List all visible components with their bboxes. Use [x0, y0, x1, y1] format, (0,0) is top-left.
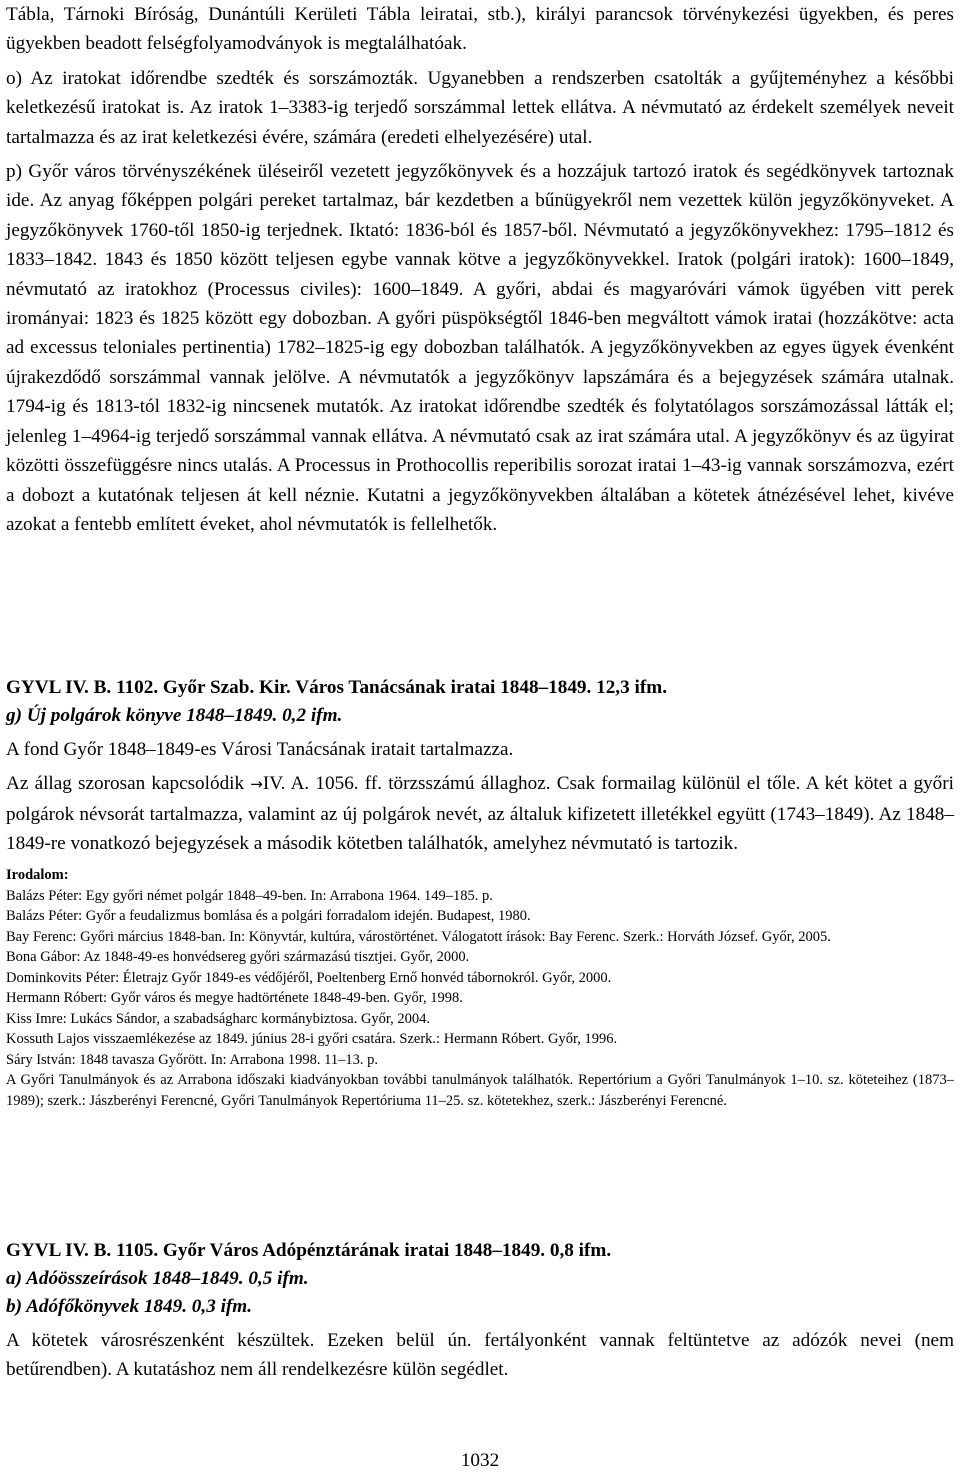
literature-item: Bay Ferenc: Győri március 1848-ban. In: Könyvtár, kultúra, várostörténet. Válogatott írások: Bay Ferenc. Szerk.: Horváth József. Győr, 2005.	[6, 928, 831, 945]
description-text-after: IV. A. 1056. ff. törzsszámú állaghoz. Csak formailag különül el tőle. A két kötet a győri polgárok névsorát tartalmazza, valamint az új polgárok nevét, az általuk kifizetett illetékkel együtt (1743–1849). Az 1848–1849-re vonatkozó bejegyzések a második kötetben találhatók, amelyhez névmutató is tartozik.	[6, 773, 954, 855]
fond-description	[6, 769, 954, 858]
fond-section-1102	[6, 673, 954, 1111]
paragraph-o: o) Az iratokat időrendbe szedték és sorszámozták. Ugyanebben a rendszerben csatolták a gyűjteményhez a későbbi keletkezésű iratokat is. Az iratok 1–3383-ig terjedő sorszámmal lettek ellátva. A névmutató az érdekelt személyek neveit tartalmazza és az irat keletkezési évére, számára (eredeti elhelyezésére) utal.	[6, 67, 954, 148]
fond-subheading: g) Új polgárok könyve 1848–1849. 0,2 ifm.	[6, 705, 343, 726]
literature-item: Hermann Róbert: Győr város és megye hadtörténete 1848-49-ben. Győr, 1998.	[6, 990, 463, 1007]
fond-heading: GYVL IV. B. 1102. Győr Szab. Kir. Város Tanácsának iratai 1848–1849. 12,3 ifm.	[6, 677, 667, 698]
fond-description: A kötetek városrészenként készültek. Ezeken belül ún. fertályonként vannak feltüntetve az adózók nevei (nem betűrendben). A kutatáshoz nem áll rendelkezésre külön segédlet.	[6, 1330, 954, 1381]
literature-list	[6, 886, 954, 1112]
document-page	[6, 0, 954, 1381]
page-number: 1032	[460, 1450, 500, 1471]
description-text-before: Az állag szorosan kapcsolódik	[6, 773, 251, 795]
arrow-right-icon: →	[250, 775, 263, 794]
literature-item: Kiss Imre: Lukács Sándor, a szabadságharc kormánybiztosa. Győr, 2004.	[6, 1010, 431, 1027]
literature-item: A Győri Tanulmányok és az Arrabona időszaki kiadványokban további tanulmányok találhatók. Repertórium a Győri Tanulmányok 1–10. sz. köteteihez (1873–1989); szerk.: Jászberényi Ferencné, Győri Tanulmányok Repertóriuma 11–25. sz. kötetekhez, szerk.: Jászberényi Ferencné.	[6, 1072, 954, 1109]
paragraph-continued: Tábla, Tárnoki Bíróság, Dunántúli Kerületi Tábla leiratai, stb.), királyi parancsok törvénykezési ügyekben, és peres ügyekben beadott felségfolyamodványok is megtalálhatóak.	[6, 4, 954, 55]
fond-intro: A fond Győr 1848–1849-es Városi Tanácsának iratait tartalmazza.	[6, 739, 514, 760]
literature-item: Balázs Péter: Győr a feudalizmus bomlása és a polgári forradalom idején. Budapest, 1980.	[6, 908, 531, 925]
literature-item: Kossuth Lajos visszaemlékezése az 1849. június 28-i győri csatára. Szerk.: Hermann Róbert. Győr, 1996.	[6, 1031, 618, 1048]
fond-heading: GYVL IV. B. 1105. Győr Város Adópénztárának iratai 1848–1849. 0,8 ifm.	[6, 1240, 612, 1261]
continued-description	[6, 0, 954, 539]
paragraph-p: p) Győr város törvényszékének üléseiről vezetett jegyzőkönyvek és a hozzájuk tartozó iratok és segédkönyvek tartoznak ide. Az anyag főképpen polgári pereket tartalmaz, bár kezdetben a bűnügyekről nem vezettek külön jegyzőkönyveket. A jegyzőkönyvek 1760-től 1850-ig terjednek. Iktató: 1836-ból és 1857-ből. Névmutató a jegyzőkönyvekhez: 1795–1812 és 1833–1842. 1843 és 1850 között teljesen egybe vannak kötve a jegyzőkönyvekkel. Iratok (polgári iratok): 1600–1849, névmutató az iratokhoz (Processus civiles): 1600–1849. A győri, abdai és magyaróvári vámok ügyében vitt perek irományai: 1823 és 1825 között egy dobozban. A győri püspökségtől 1846-ben megváltott vámok iratai (hozzákötve: acta ad excessus teloniales pertinentia) 1782–1825-ig egy dobozban találhatók. A jegyzőkönyvekben az egyes ügyek évenként újrakezdődő sorszámmal vannak jelölve. A névmutatók a jegyzőkönyv lapszámára és a bejegyzések számára utalnak. 1794-ig és 1813-tól 1832-ig nincsenek mutatók. Az iratokat időrendbe szedték és folytatólagos sorszámozással látták el; jelenleg 1–4964-ig terjedő sorszámmal vannak ellátva. A névmutató csak az irat számára utal. A jegyzőkönyv és az ügyirat közötti összefüggésre nincs utalás. A Processus in Prothocollis reperibilis sorozat iratai 1–43-ig vannak sorszámozva, ezért a dobozt a kutatónak teljesen át kell néznie. Kutatni a jegyzőkönyvekben általában a kötetek átnézésével lehet, kivéve azokat a fentebb említett éveket, ahol névmutatók is fellelhetők.	[6, 161, 954, 535]
fond-section-1105	[6, 1236, 954, 1385]
literature-item: Sáry István: 1848 tavasza Győrött. In: Arrabona 1998. 11–13. p.	[6, 1051, 378, 1068]
literature-title: Irodalom:	[6, 866, 69, 883]
fond-subheading-b: b) Adófőkönyvek 1849. 0,3 ifm.	[6, 1296, 253, 1317]
literature-item: Dominkovits Péter: Életrajz Győr 1849-es védőjéről, Poeltenberg Ernő honvéd tábornokról. Győr, 2000.	[6, 969, 612, 986]
literature-item: Balázs Péter: Egy győri német polgár 1848–49-ben. In: Arrabona 1964. 149–185. p.	[6, 887, 493, 904]
literature-item: Bona Gábor: Az 1848-49-es honvédsereg győri származású tisztjei. Győr, 2000.	[6, 949, 470, 966]
fond-subheading-a: a) Adóösszeírások 1848–1849. 0,5 ifm.	[6, 1268, 309, 1289]
